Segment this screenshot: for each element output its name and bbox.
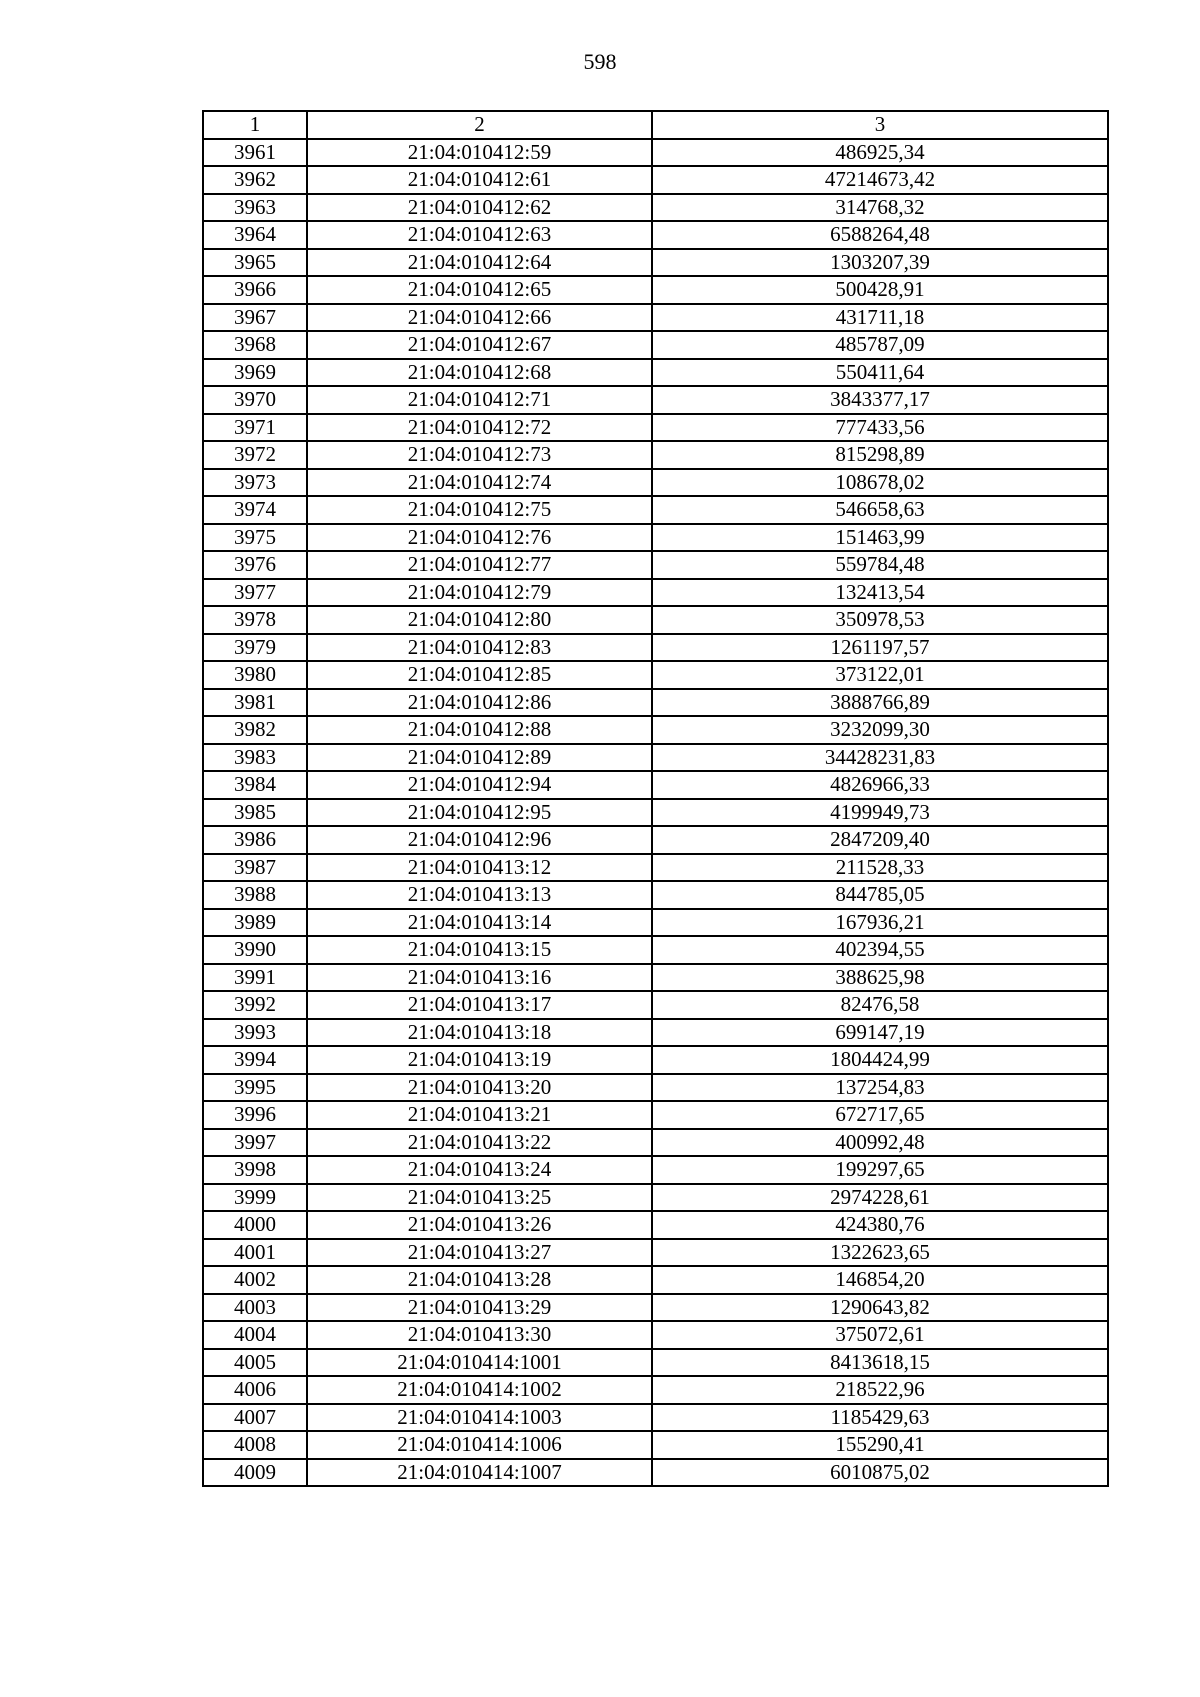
table-header-row	[203, 111, 1108, 139]
row-number-cell: 3975	[203, 524, 307, 552]
cadastral-number-cell: 21:04:010412:75	[307, 496, 652, 524]
row-number-cell: 3970	[203, 386, 307, 414]
cadastral-value-cell: 218522,96	[652, 1376, 1108, 1404]
row-number-cell: 4001	[203, 1239, 307, 1267]
row-number-cell: 3997	[203, 1129, 307, 1157]
cadastral-value-cell: 6010875,02	[652, 1459, 1108, 1487]
cadastral-value-table	[202, 110, 1109, 1487]
cadastral-value-cell: 400992,48	[652, 1129, 1108, 1157]
table-row	[203, 1129, 1108, 1157]
row-number-cell: 3979	[203, 634, 307, 662]
cadastral-value-cell: 546658,63	[652, 496, 1108, 524]
table-row	[203, 469, 1108, 497]
cadastral-value-cell: 3843377,17	[652, 386, 1108, 414]
cadastral-number-cell: 21:04:010412:63	[307, 221, 652, 249]
cadastral-value-cell: 559784,48	[652, 551, 1108, 579]
row-number-cell: 4005	[203, 1349, 307, 1377]
cadastral-number-cell: 21:04:010413:29	[307, 1294, 652, 1322]
table-row	[203, 1404, 1108, 1432]
row-number-cell: 3999	[203, 1184, 307, 1212]
table-body	[203, 139, 1108, 1487]
row-number-cell: 3974	[203, 496, 307, 524]
cadastral-number-cell: 21:04:010412:76	[307, 524, 652, 552]
table-row	[203, 1321, 1108, 1349]
row-number-cell: 3966	[203, 276, 307, 304]
cadastral-number-cell: 21:04:010412:79	[307, 579, 652, 607]
cadastral-number-cell: 21:04:010413:13	[307, 881, 652, 909]
table-row	[203, 1266, 1108, 1294]
cadastral-number-cell: 21:04:010412:85	[307, 661, 652, 689]
table-row	[203, 496, 1108, 524]
cadastral-value-cell: 314768,32	[652, 194, 1108, 222]
cadastral-number-cell: 21:04:010412:61	[307, 166, 652, 194]
row-number-cell: 3972	[203, 441, 307, 469]
cadastral-number-cell: 21:04:010414:1002	[307, 1376, 652, 1404]
cadastral-value-cell: 1804424,99	[652, 1046, 1108, 1074]
cadastral-value-cell: 486925,34	[652, 139, 1108, 167]
table-row	[203, 1101, 1108, 1129]
row-number-cell: 3996	[203, 1101, 307, 1129]
row-number-cell: 3967	[203, 304, 307, 332]
table-row	[203, 1184, 1108, 1212]
column-header-3: 3	[652, 111, 1108, 139]
cadastral-number-cell: 21:04:010412:89	[307, 744, 652, 772]
cadastral-value-cell: 1290643,82	[652, 1294, 1108, 1322]
cadastral-value-cell: 146854,20	[652, 1266, 1108, 1294]
table-row	[203, 1211, 1108, 1239]
table-row	[203, 991, 1108, 1019]
cadastral-number-cell: 21:04:010413:12	[307, 854, 652, 882]
cadastral-number-cell: 21:04:010414:1007	[307, 1459, 652, 1487]
cadastral-value-cell: 388625,98	[652, 964, 1108, 992]
row-number-cell: 3980	[203, 661, 307, 689]
table-row	[203, 524, 1108, 552]
table-row	[203, 799, 1108, 827]
row-number-cell: 3962	[203, 166, 307, 194]
row-number-cell: 4009	[203, 1459, 307, 1487]
cadastral-value-cell: 199297,65	[652, 1156, 1108, 1184]
row-number-cell: 3961	[203, 139, 307, 167]
row-number-cell: 4006	[203, 1376, 307, 1404]
row-number-cell: 3988	[203, 881, 307, 909]
cadastral-number-cell: 21:04:010413:14	[307, 909, 652, 937]
row-number-cell: 3984	[203, 771, 307, 799]
row-number-cell: 4000	[203, 1211, 307, 1239]
table-row	[203, 331, 1108, 359]
cadastral-number-cell: 21:04:010413:15	[307, 936, 652, 964]
cadastral-number-cell: 21:04:010412:67	[307, 331, 652, 359]
cadastral-value-cell: 350978,53	[652, 606, 1108, 634]
row-number-cell: 4008	[203, 1431, 307, 1459]
table-row	[203, 826, 1108, 854]
table-row	[203, 249, 1108, 277]
cadastral-number-cell: 21:04:010412:71	[307, 386, 652, 414]
cadastral-number-cell: 21:04:010412:62	[307, 194, 652, 222]
table-row	[203, 1019, 1108, 1047]
row-number-cell: 3990	[203, 936, 307, 964]
cadastral-number-cell: 21:04:010413:28	[307, 1266, 652, 1294]
cadastral-number-cell: 21:04:010412:73	[307, 441, 652, 469]
row-number-cell: 3973	[203, 469, 307, 497]
cadastral-value-cell: 2974228,61	[652, 1184, 1108, 1212]
cadastral-value-cell: 137254,83	[652, 1074, 1108, 1102]
table-row	[203, 936, 1108, 964]
row-number-cell: 3968	[203, 331, 307, 359]
row-number-cell: 3977	[203, 579, 307, 607]
cadastral-number-cell: 21:04:010412:64	[307, 249, 652, 277]
row-number-cell: 3986	[203, 826, 307, 854]
cadastral-number-cell: 21:04:010413:27	[307, 1239, 652, 1267]
row-number-cell: 3987	[203, 854, 307, 882]
row-number-cell: 3985	[203, 799, 307, 827]
row-number-cell: 4003	[203, 1294, 307, 1322]
column-header-1: 1	[203, 111, 307, 139]
row-number-cell: 3995	[203, 1074, 307, 1102]
table-row	[203, 964, 1108, 992]
cadastral-number-cell: 21:04:010413:16	[307, 964, 652, 992]
table-row	[203, 1074, 1108, 1102]
table-row	[203, 194, 1108, 222]
row-number-cell: 3978	[203, 606, 307, 634]
cadastral-value-cell: 151463,99	[652, 524, 1108, 552]
table-row	[203, 359, 1108, 387]
cadastral-value-cell: 373122,01	[652, 661, 1108, 689]
row-number-cell: 4004	[203, 1321, 307, 1349]
cadastral-value-cell: 4826966,33	[652, 771, 1108, 799]
row-number-cell: 3976	[203, 551, 307, 579]
table-row	[203, 276, 1108, 304]
table-row	[203, 551, 1108, 579]
cadastral-number-cell: 21:04:010413:26	[307, 1211, 652, 1239]
cadastral-number-cell: 21:04:010413:24	[307, 1156, 652, 1184]
cadastral-number-cell: 21:04:010413:19	[307, 1046, 652, 1074]
table-row	[203, 716, 1108, 744]
row-number-cell: 3991	[203, 964, 307, 992]
cadastral-value-cell: 844785,05	[652, 881, 1108, 909]
cadastral-number-cell: 21:04:010412:68	[307, 359, 652, 387]
cadastral-value-cell: 550411,64	[652, 359, 1108, 387]
row-number-cell: 3993	[203, 1019, 307, 1047]
cadastral-value-cell: 1303207,39	[652, 249, 1108, 277]
table-row	[203, 166, 1108, 194]
row-number-cell: 3989	[203, 909, 307, 937]
table-row	[203, 139, 1108, 167]
cadastral-value-cell: 672717,65	[652, 1101, 1108, 1129]
cadastral-value-cell: 1261197,57	[652, 634, 1108, 662]
cadastral-number-cell: 21:04:010412:94	[307, 771, 652, 799]
cadastral-number-cell: 21:04:010413:21	[307, 1101, 652, 1129]
cadastral-number-cell: 21:04:010412:59	[307, 139, 652, 167]
cadastral-value-cell: 3232099,30	[652, 716, 1108, 744]
table-row	[203, 854, 1108, 882]
cadastral-number-cell: 21:04:010412:66	[307, 304, 652, 332]
column-header-2: 2	[307, 111, 652, 139]
cadastral-number-cell: 21:04:010412:86	[307, 689, 652, 717]
table-row	[203, 634, 1108, 662]
cadastral-value-cell: 3888766,89	[652, 689, 1108, 717]
table-row	[203, 744, 1108, 772]
cadastral-value-cell: 6588264,48	[652, 221, 1108, 249]
cadastral-number-cell: 21:04:010412:95	[307, 799, 652, 827]
cadastral-value-cell: 82476,58	[652, 991, 1108, 1019]
cadastral-value-cell: 424380,76	[652, 1211, 1108, 1239]
table-row	[203, 881, 1108, 909]
table-row	[203, 579, 1108, 607]
row-number-cell: 3963	[203, 194, 307, 222]
cadastral-number-cell: 21:04:010412:88	[307, 716, 652, 744]
row-number-cell: 4007	[203, 1404, 307, 1432]
cadastral-value-cell: 485787,09	[652, 331, 1108, 359]
table-row	[203, 1294, 1108, 1322]
table-row	[203, 689, 1108, 717]
cadastral-value-cell: 815298,89	[652, 441, 1108, 469]
cadastral-number-cell: 21:04:010412:72	[307, 414, 652, 442]
cadastral-number-cell: 21:04:010413:17	[307, 991, 652, 1019]
row-number-cell: 3981	[203, 689, 307, 717]
cadastral-value-cell: 500428,91	[652, 276, 1108, 304]
cadastral-value-cell: 1322623,65	[652, 1239, 1108, 1267]
table-row	[203, 606, 1108, 634]
table-row	[203, 1349, 1108, 1377]
table-row	[203, 1459, 1108, 1487]
cadastral-number-cell: 21:04:010413:22	[307, 1129, 652, 1157]
cadastral-value-cell: 47214673,42	[652, 166, 1108, 194]
cadastral-value-cell: 155290,41	[652, 1431, 1108, 1459]
table-row	[203, 1431, 1108, 1459]
cadastral-number-cell: 21:04:010412:83	[307, 634, 652, 662]
cadastral-value-cell: 4199949,73	[652, 799, 1108, 827]
cadastral-value-cell: 132413,54	[652, 579, 1108, 607]
cadastral-value-cell: 431711,18	[652, 304, 1108, 332]
table-row	[203, 771, 1108, 799]
row-number-cell: 3971	[203, 414, 307, 442]
row-number-cell: 3982	[203, 716, 307, 744]
row-number-cell: 3964	[203, 221, 307, 249]
cadastral-value-cell: 8413618,15	[652, 1349, 1108, 1377]
cadastral-number-cell: 21:04:010413:18	[307, 1019, 652, 1047]
cadastral-value-cell: 777433,56	[652, 414, 1108, 442]
cadastral-value-cell: 1185429,63	[652, 1404, 1108, 1432]
table-row	[203, 221, 1108, 249]
table-row	[203, 1156, 1108, 1184]
cadastral-number-cell: 21:04:010412:80	[307, 606, 652, 634]
cadastral-value-cell: 699147,19	[652, 1019, 1108, 1047]
cadastral-value-cell: 402394,55	[652, 936, 1108, 964]
cadastral-value-cell: 211528,33	[652, 854, 1108, 882]
cadastral-number-cell: 21:04:010413:25	[307, 1184, 652, 1212]
cadastral-number-cell: 21:04:010412:65	[307, 276, 652, 304]
table-row	[203, 1046, 1108, 1074]
page-number: 598	[583, 49, 617, 74]
row-number-cell: 3965	[203, 249, 307, 277]
table-row	[203, 414, 1108, 442]
cadastral-number-cell: 21:04:010412:77	[307, 551, 652, 579]
cadastral-number-cell: 21:04:010414:1001	[307, 1349, 652, 1377]
cadastral-number-cell: 21:04:010412:96	[307, 826, 652, 854]
table-row	[203, 386, 1108, 414]
table-row	[203, 1376, 1108, 1404]
table-row	[203, 1239, 1108, 1267]
cadastral-number-cell: 21:04:010413:20	[307, 1074, 652, 1102]
cadastral-value-cell: 2847209,40	[652, 826, 1108, 854]
row-number-cell: 3992	[203, 991, 307, 1019]
row-number-cell: 3983	[203, 744, 307, 772]
cadastral-value-cell: 167936,21	[652, 909, 1108, 937]
cadastral-value-cell: 375072,61	[652, 1321, 1108, 1349]
table-row	[203, 304, 1108, 332]
cadastral-number-cell: 21:04:010414:1006	[307, 1431, 652, 1459]
row-number-cell: 3969	[203, 359, 307, 387]
row-number-cell: 4002	[203, 1266, 307, 1294]
cadastral-value-cell: 34428231,83	[652, 744, 1108, 772]
cadastral-number-cell: 21:04:010414:1003	[307, 1404, 652, 1432]
table-row	[203, 909, 1108, 937]
row-number-cell: 3994	[203, 1046, 307, 1074]
cadastral-number-cell: 21:04:010413:30	[307, 1321, 652, 1349]
table-row	[203, 661, 1108, 689]
cadastral-number-cell: 21:04:010412:74	[307, 469, 652, 497]
row-number-cell: 3998	[203, 1156, 307, 1184]
cadastral-value-cell: 108678,02	[652, 469, 1108, 497]
table-row	[203, 441, 1108, 469]
